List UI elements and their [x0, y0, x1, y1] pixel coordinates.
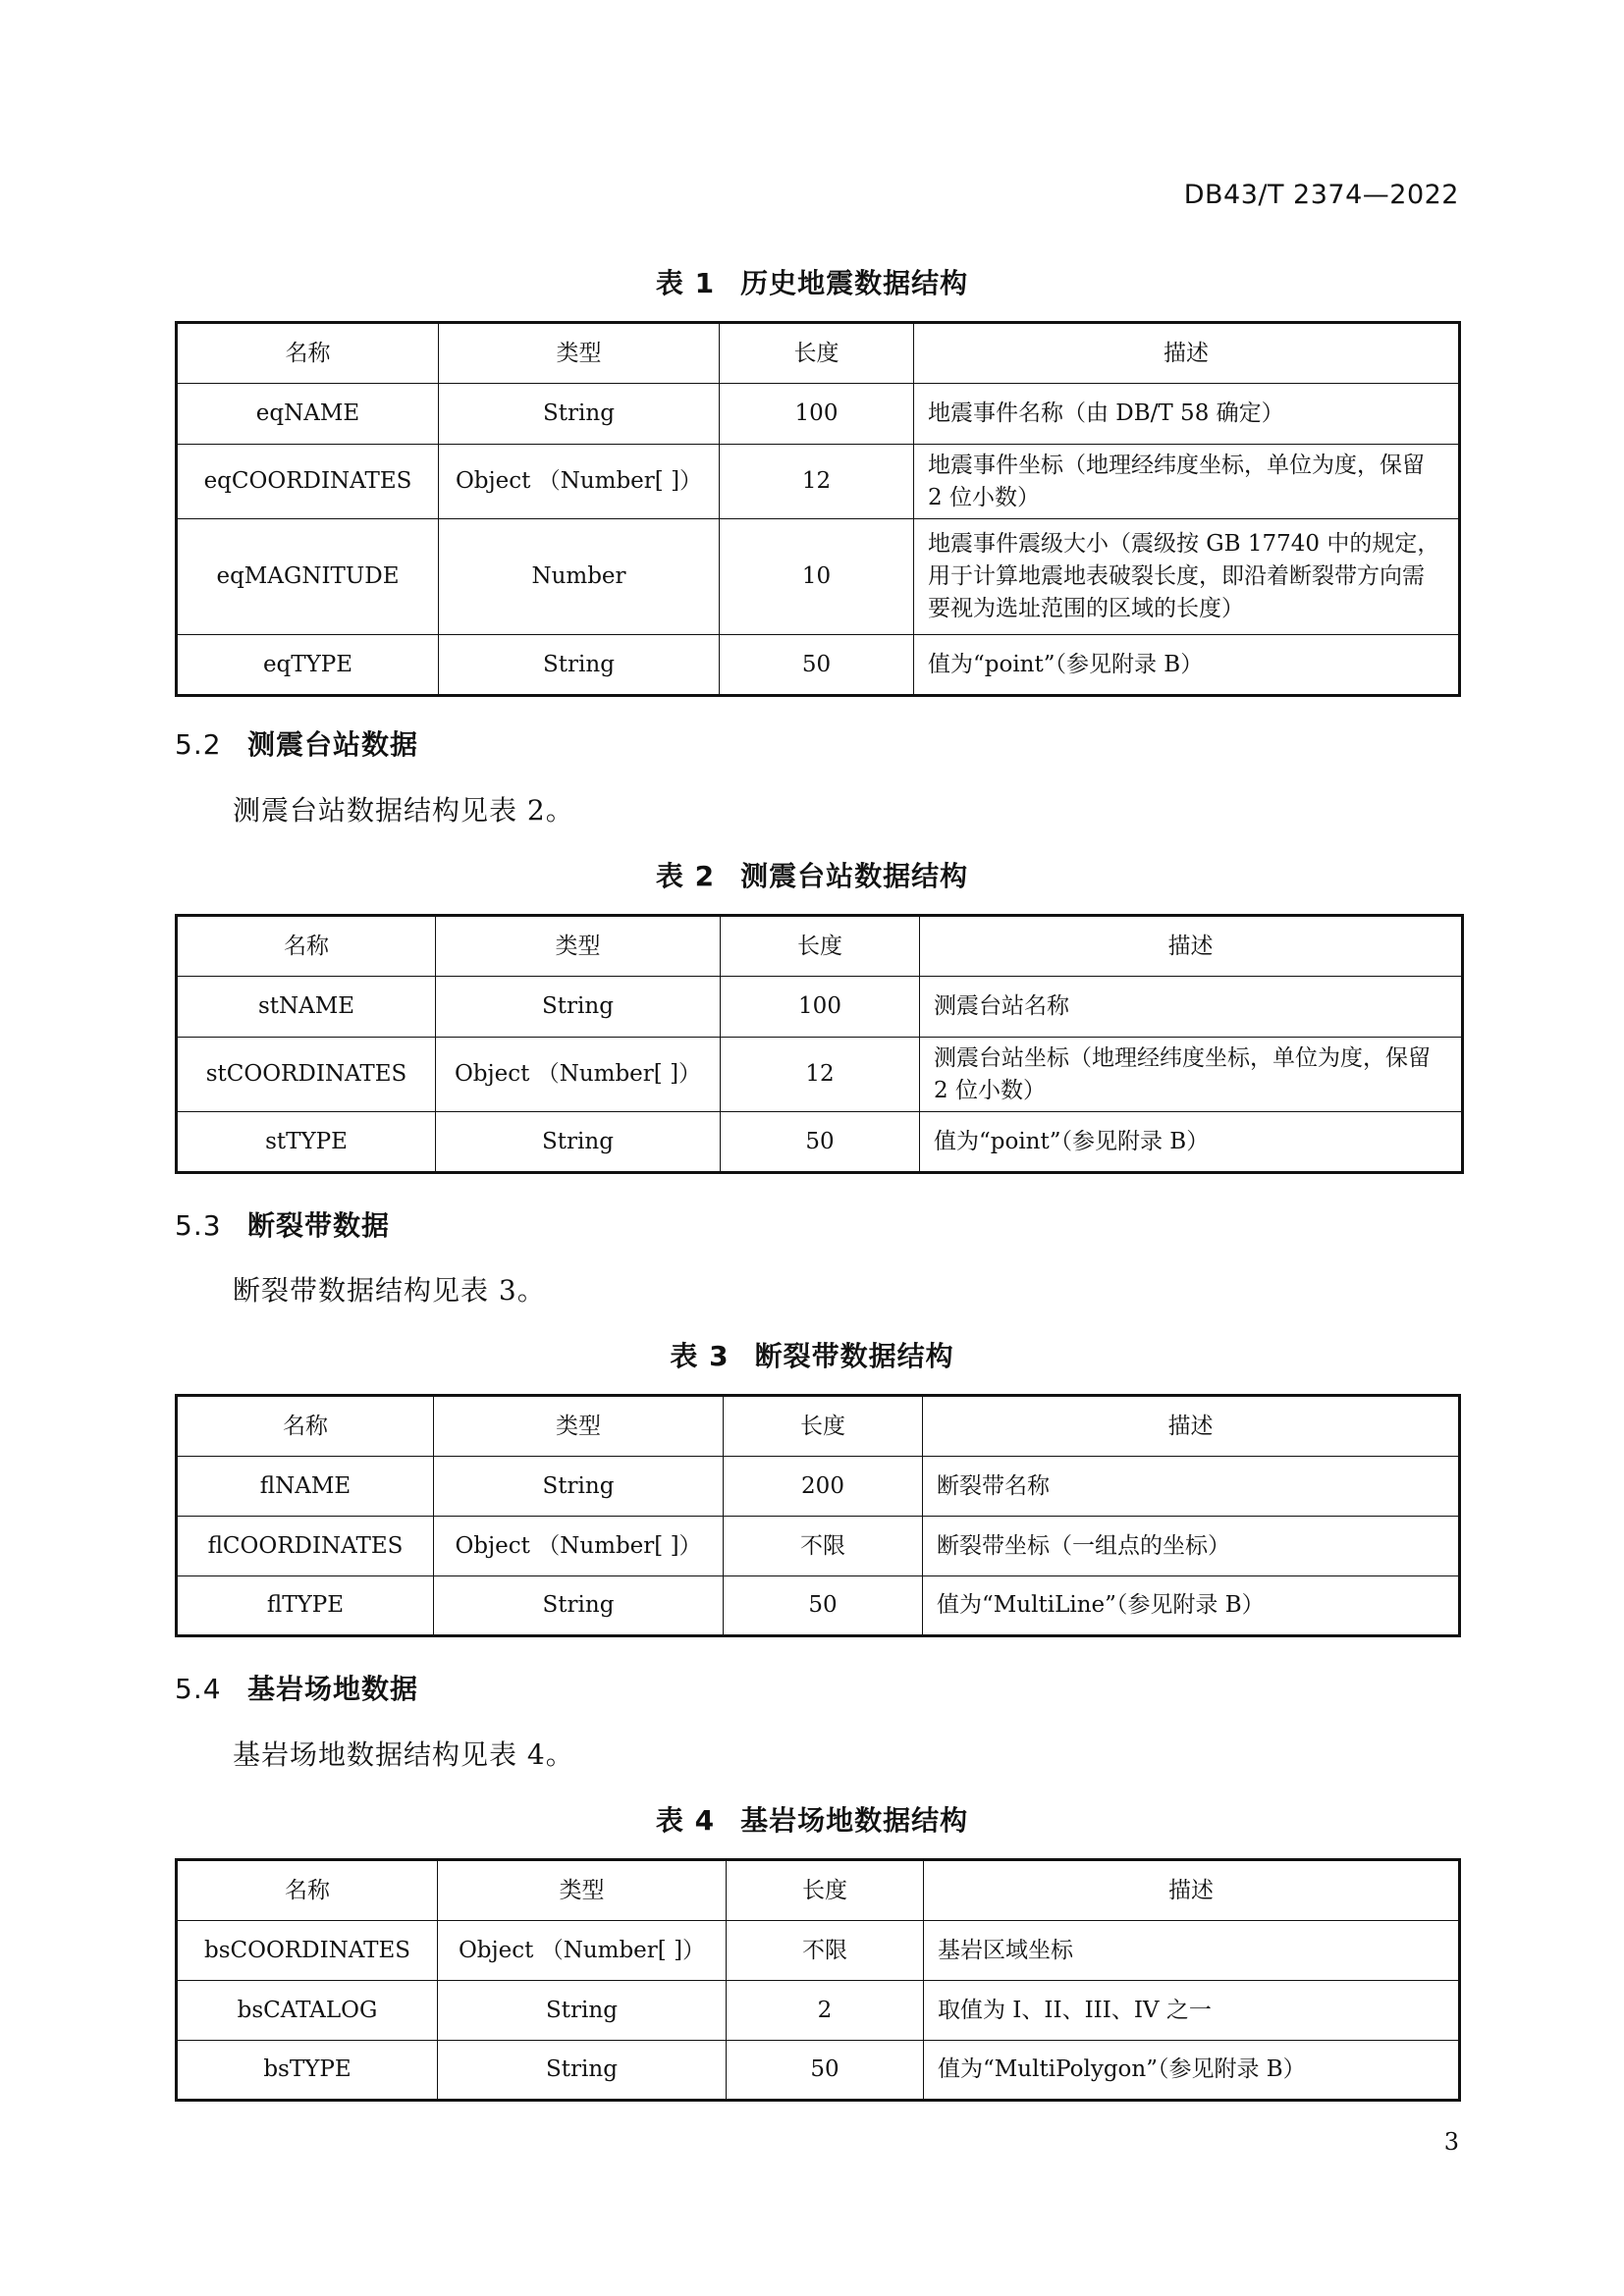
cell-name: eqNAME: [177, 384, 439, 445]
cell-name: eqTYPE: [177, 635, 439, 696]
table3-caption: [0, 1335, 1624, 1374]
cell-type: String: [434, 1457, 724, 1517]
column-header-type: 类型: [436, 916, 721, 977]
column-header-type: 类型: [434, 1396, 724, 1457]
section-paragraph: 断裂带数据结构见表 3。: [233, 1274, 546, 1307]
cell-name: bsTYPE: [177, 2041, 438, 2101]
cell-name: flTYPE: [177, 1576, 434, 1636]
cell-description: 值为“point”（参见附录 B）: [914, 635, 1460, 696]
section-number: 5.2: [175, 728, 222, 761]
column-header-name: 名称: [177, 1860, 438, 1921]
cell-type: Object （Number[ ]）: [439, 445, 720, 519]
section-heading-5-2: [175, 723, 418, 763]
cell-length: 2: [727, 1981, 924, 2041]
section-paragraph: 测震台站数据结构见表 2。: [233, 794, 574, 827]
cell-description: 值为“point”（参见附录 B）: [920, 1112, 1463, 1173]
table4-number: 表 4: [655, 1804, 716, 1837]
table3-number: 表 3: [670, 1340, 730, 1372]
table4: [175, 1858, 1461, 2102]
table-row: [177, 1576, 1460, 1636]
table1: [175, 321, 1461, 697]
cell-name: bsCOORDINATES: [177, 1921, 438, 1981]
cell-description: 测震台站坐标（地理经纬度坐标，单位为度，保留 2 位小数）: [920, 1038, 1463, 1112]
table2-caption: [0, 855, 1624, 894]
column-header-length: 长度: [724, 1396, 923, 1457]
cell-description: 值为“MultiPolygon”（参见附录 B）: [924, 2041, 1460, 2101]
section-number: 5.4: [175, 1673, 222, 1705]
column-header-length: 长度: [727, 1860, 924, 1921]
table3-title: 断裂带数据结构: [754, 1340, 954, 1372]
table-row: [177, 1517, 1460, 1576]
column-header-type: 类型: [438, 1860, 727, 1921]
table4-title: 基岩场地数据结构: [740, 1804, 969, 1837]
cell-length: 12: [721, 1038, 920, 1112]
cell-name: eqCOORDINATES: [177, 445, 439, 519]
cell-name: flCOORDINATES: [177, 1517, 434, 1576]
cell-length: 10: [720, 519, 914, 635]
table-row: [177, 635, 1460, 696]
section-heading-5-3: [175, 1204, 390, 1244]
column-header-description: 描述: [923, 1396, 1460, 1457]
section-title: 断裂带数据: [247, 1209, 391, 1242]
section-number: 5.3: [175, 1209, 222, 1242]
table-row: [177, 1038, 1463, 1112]
cell-type: Number: [439, 519, 720, 635]
table-row: [177, 1112, 1463, 1173]
table-header-row: [177, 1396, 1460, 1457]
document-code: DB43/T 2374—2022: [1183, 180, 1459, 210]
cell-description: 取值为 I、II、III、IV 之一: [924, 1981, 1460, 2041]
table-row: [177, 445, 1460, 519]
cell-description: 地震事件名称（由 DB/T 58 确定）: [914, 384, 1460, 445]
cell-description: 地震事件震级大小（震级按 GB 17740 中的规定，用于计算地震地表破裂长度，即沿着断裂带方向需要视为选址范围的区域的长度）: [914, 519, 1460, 635]
column-header-length: 长度: [720, 323, 914, 384]
table-row: [177, 1921, 1460, 1981]
column-header-type: 类型: [439, 323, 720, 384]
cell-type: String: [439, 384, 720, 445]
section-title: 测震台站数据: [247, 728, 419, 761]
table1-number: 表 1: [655, 267, 716, 299]
cell-length: 12: [720, 445, 914, 519]
table-row: [177, 519, 1460, 635]
section-paragraph: 基岩场地数据结构见表 4。: [233, 1738, 574, 1771]
column-header-name: 名称: [177, 323, 439, 384]
cell-name: flNAME: [177, 1457, 434, 1517]
table1-title: 历史地震数据结构: [740, 267, 969, 299]
cell-type: String: [436, 1112, 721, 1173]
table-row: [177, 977, 1463, 1038]
column-header-description: 描述: [920, 916, 1463, 977]
cell-description: 基岩区域坐标: [924, 1921, 1460, 1981]
table2-number: 表 2: [655, 860, 716, 892]
cell-name: bsCATALOG: [177, 1981, 438, 2041]
table-row: [177, 384, 1460, 445]
cell-length: 50: [724, 1576, 923, 1636]
cell-length: 不限: [727, 1921, 924, 1981]
cell-type: Object （Number[ ]）: [434, 1517, 724, 1576]
table-row: [177, 2041, 1460, 2101]
cell-type: String: [438, 1981, 727, 2041]
column-header-length: 长度: [721, 916, 920, 977]
cell-name: eqMAGNITUDE: [177, 519, 439, 635]
table2: [175, 914, 1464, 1174]
cell-type: String: [434, 1576, 724, 1636]
cell-type: String: [438, 2041, 727, 2101]
column-header-description: 描述: [914, 323, 1460, 384]
cell-length: 50: [720, 635, 914, 696]
table2-title: 测震台站数据结构: [740, 860, 969, 892]
cell-name: stNAME: [177, 977, 436, 1038]
cell-length: 50: [721, 1112, 920, 1173]
table-header-row: [177, 1860, 1460, 1921]
cell-length: 200: [724, 1457, 923, 1517]
cell-description: 断裂带坐标（一组点的坐标）: [923, 1517, 1460, 1576]
cell-length: 100: [721, 977, 920, 1038]
cell-description: 测震台站名称: [920, 977, 1463, 1038]
cell-name: stTYPE: [177, 1112, 436, 1173]
table-row: [177, 1457, 1460, 1517]
section-heading-5-4: [175, 1668, 418, 1707]
cell-description: 值为“MultiLine”（参见附录 B）: [923, 1576, 1460, 1636]
cell-length: 50: [727, 2041, 924, 2101]
table-header-row: [177, 323, 1460, 384]
cell-type: String: [439, 635, 720, 696]
cell-description: 地震事件坐标（地理经纬度坐标，单位为度，保留 2 位小数）: [914, 445, 1460, 519]
table-header-row: [177, 916, 1463, 977]
section-title: 基岩场地数据: [247, 1673, 419, 1705]
table-row: [177, 1981, 1460, 2041]
cell-type: String: [436, 977, 721, 1038]
cell-type: Object （Number[ ]）: [436, 1038, 721, 1112]
cell-description: 断裂带名称: [923, 1457, 1460, 1517]
cell-name: stCOORDINATES: [177, 1038, 436, 1112]
cell-type: Object （Number[ ]）: [438, 1921, 727, 1981]
column-header-name: 名称: [177, 1396, 434, 1457]
column-header-description: 描述: [924, 1860, 1460, 1921]
table4-caption: [0, 1799, 1624, 1839]
cell-length: 不限: [724, 1517, 923, 1576]
page-number: 3: [1443, 2128, 1459, 2156]
table1-caption: [0, 262, 1624, 301]
cell-length: 100: [720, 384, 914, 445]
column-header-name: 名称: [177, 916, 436, 977]
table3: [175, 1394, 1461, 1637]
